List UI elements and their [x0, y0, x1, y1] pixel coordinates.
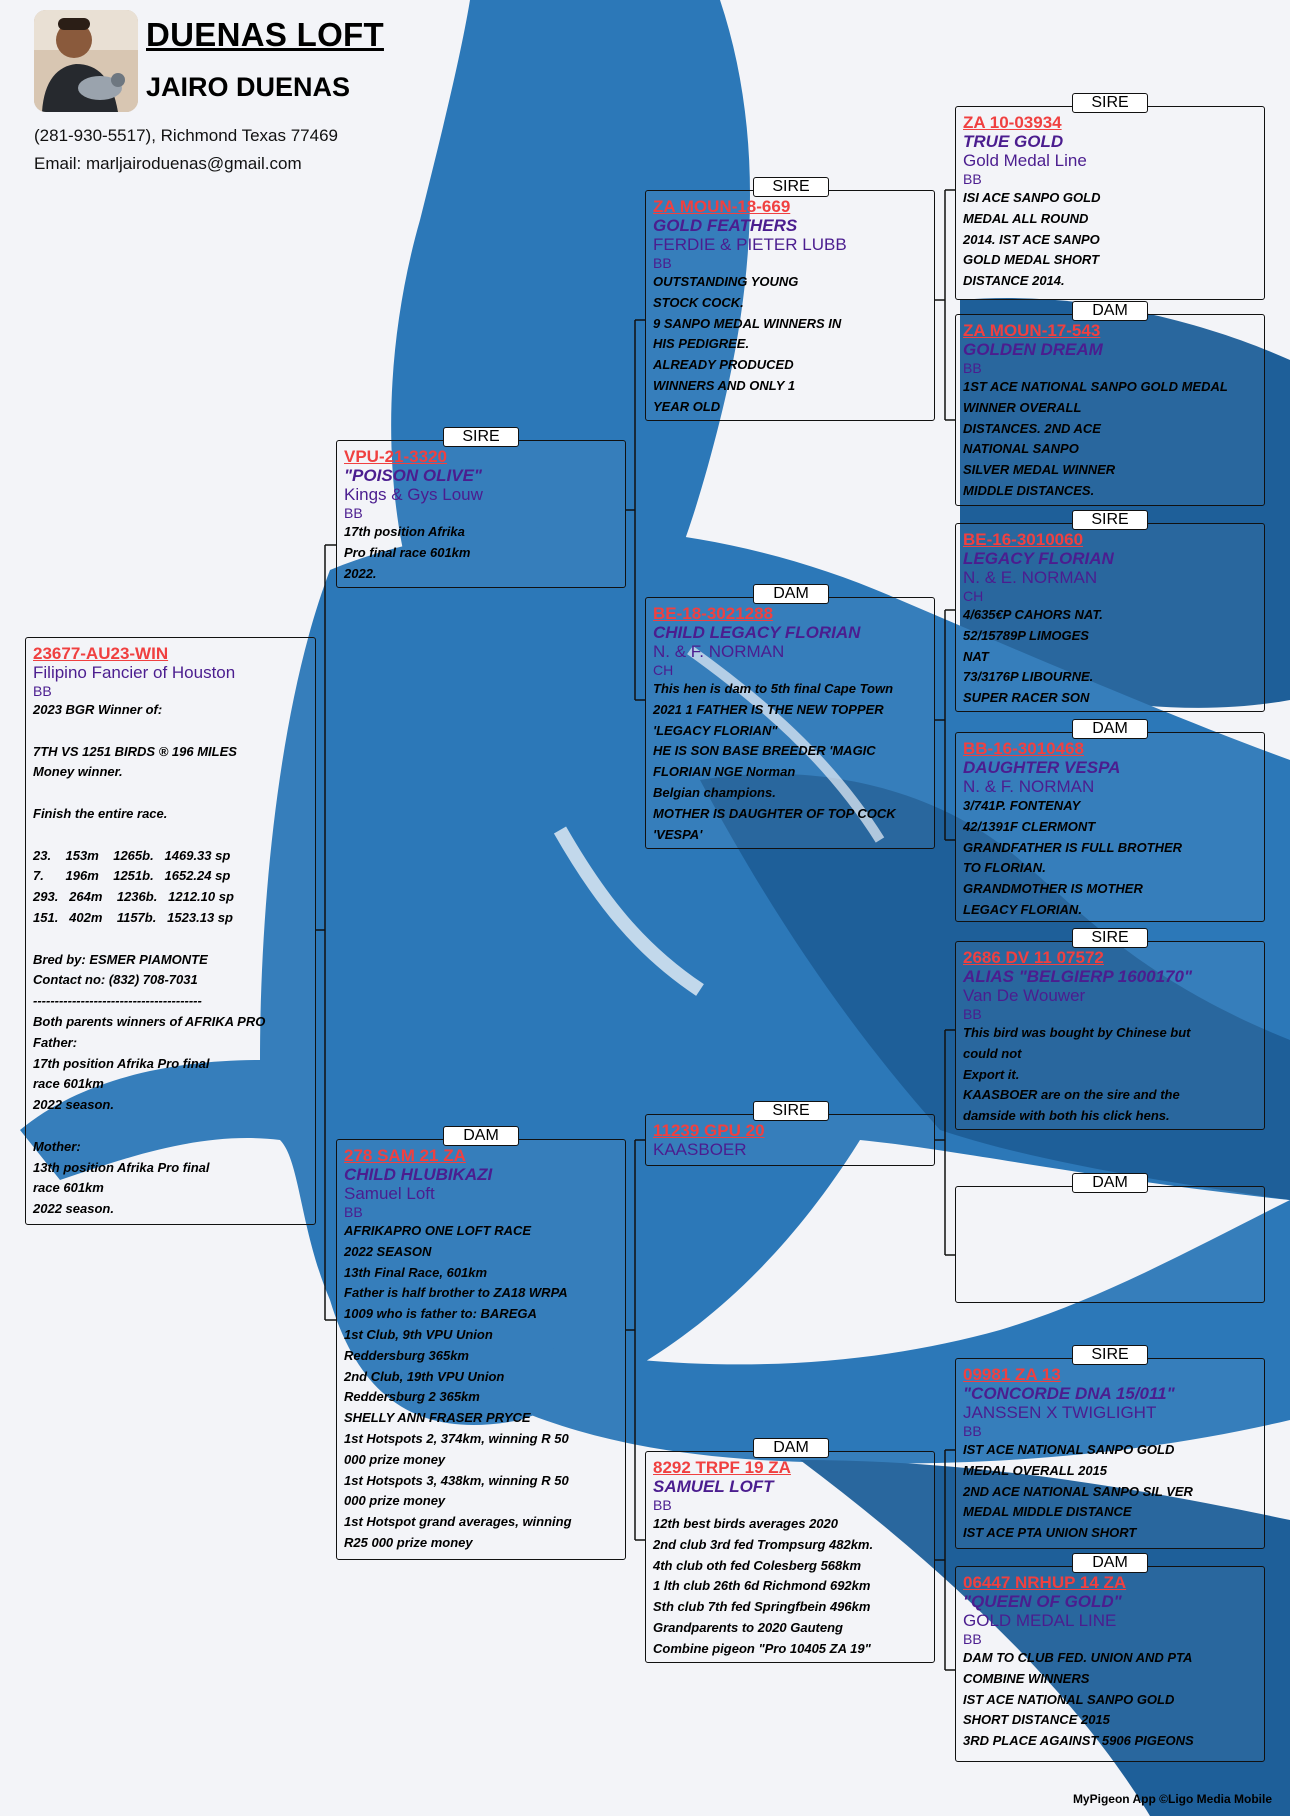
- breeder-name: JANSSEN X TWIGLIGHT: [963, 1403, 1157, 1422]
- dam-sire-dam-card[interactable]: [955, 1186, 1265, 1303]
- sire-card[interactable]: [336, 440, 626, 588]
- dsd-tag: DAM: [1072, 1173, 1148, 1193]
- sds-tag: SIRE: [1072, 510, 1148, 530]
- bird-name: TRUE GOLD: [963, 132, 1064, 151]
- bird-color: BB: [344, 505, 363, 521]
- ddd-tag: DAM: [1072, 1553, 1148, 1573]
- bird-notes: ISI ACE SANPO GOLD MEDAL ALL ROUND 2014. IST ACE SANPO GOLD MEDAL SHORT DISTANCE 2014.: [963, 190, 1101, 289]
- dds-tag: SIRE: [1072, 1345, 1148, 1365]
- bird-name: KAASBOER: [653, 1140, 747, 1159]
- sire-sire-tag: SIRE: [753, 177, 829, 197]
- loft-name: DUENAS LOFT: [146, 16, 384, 53]
- bird-color: BB: [33, 683, 52, 699]
- bird-notes: 17th position Afrika Pro final race 601km 2022.: [344, 524, 471, 581]
- avatar: [34, 10, 138, 112]
- subject-bird-card[interactable]: [25, 637, 316, 1225]
- bird-notes: 3/741P. FONTENAY 42/1391F CLERMONT GRANDFATHER IS FULL BROTHER TO FLORIAN. GRANDMOTHER IS MOTHER LEGACY FLORIAN.: [963, 798, 1183, 917]
- dam-dam-tag: DAM: [753, 1438, 829, 1458]
- dam-dam-sire-card[interactable]: [955, 1358, 1265, 1549]
- bird-color: BB: [963, 1631, 982, 1647]
- breeder-name: GOLD MEDAL LINE: [963, 1611, 1117, 1630]
- bird-notes: 1ST ACE NATIONAL SANPO GOLD MEDAL WINNER OVERALL DISTANCES. 2ND ACE NATIONAL SANPO SILVER MEDAL WINNER MIDDLE DISTANCES.: [963, 379, 1228, 498]
- bird-name: "QUEEN OF GOLD": [963, 1592, 1122, 1611]
- ring-number: 06447 NRHUP 14 ZA: [963, 1573, 1127, 1592]
- bird-notes: AFRIKAPRO ONE LOFT RACE 2022 SEASON 13th Final Race, 601km Father is half brother to ZA18 WRPA 1009 who is father to: BAREGA 1st Club, 9th VPU Union Reddersburg 365km 2nd Club, 19th VPU Union Reddersburg 2 365km SHELLY ANN FRASER PRYCE 1st Hotspots 2, 374km, winning R 50 000 prize money 1st Hotspots 3, 438km, winning R 50 000 prize money 1st Hotspot grand averages, winning R25 000 prize money: [344, 1223, 572, 1550]
- bird-color: BB: [653, 255, 672, 271]
- ring-number: ZA 10-03934: [963, 113, 1062, 132]
- sire-dam-sire-card[interactable]: [955, 523, 1265, 712]
- owner-name: JAIRO DUENAS: [146, 72, 351, 102]
- bird-color: CH: [963, 588, 984, 604]
- ring-number: 278 SAM 21 ZA: [344, 1146, 466, 1165]
- ring-number: 8292 TRPF 19 ZA: [653, 1458, 791, 1477]
- breeder-name: Gold Medal Line: [963, 151, 1087, 170]
- sdd-tag: DAM: [1072, 719, 1148, 739]
- dam-tag: DAM: [443, 1126, 519, 1146]
- bird-color: BB: [963, 171, 982, 187]
- breeder-name: Kings & Gys Louw: [344, 485, 483, 504]
- bird-name: DAUGHTER VESPA: [963, 758, 1121, 777]
- dam-card[interactable]: [336, 1139, 626, 1560]
- ring-number: ZA MOUN-17-543: [963, 321, 1101, 340]
- sire-dam-tag: DAM: [753, 584, 829, 604]
- sire-dam-card[interactable]: [645, 597, 935, 849]
- bird-color: BB: [653, 1497, 672, 1513]
- ring-number: 09981 ZA 13: [963, 1365, 1061, 1384]
- breeder-name: Van De Wouwer: [963, 986, 1086, 1005]
- bird-name: SAMUEL LOFT: [653, 1477, 774, 1496]
- sire-sire-dam-card[interactable]: [955, 314, 1265, 506]
- bird-name: ALIAS "BELGIERP 1600170": [963, 967, 1193, 986]
- phone-location: (281-930-5517), Richmond Texas 77469: [34, 126, 338, 145]
- breeder-name: FERDIE & PIETER LUBB: [653, 235, 847, 254]
- bird-name: GOLD FEATHERS: [653, 216, 798, 235]
- bird-notes: DAM TO CLUB FED. UNION AND PTA COMBINE WINNERS IST ACE NATIONAL SANPO GOLD SHORT DISTANCE 2015 3RD PLACE AGAINST 5906 PIGEONS: [963, 1650, 1194, 1749]
- dam-dam-card[interactable]: [645, 1451, 935, 1663]
- ring-number: BE-16-3010060: [963, 530, 1084, 549]
- ssd-tag: DAM: [1072, 301, 1148, 321]
- bird-color: BB: [344, 1204, 363, 1220]
- dam-sire-tag: SIRE: [753, 1101, 829, 1121]
- email: Email: marljairoduenas@gmail.com: [34, 154, 302, 173]
- bird-color: BB: [963, 1423, 982, 1439]
- ring-number: VPU-21-3320: [344, 447, 448, 466]
- contact-info: [34, 122, 338, 178]
- bird-color: CH: [653, 662, 674, 678]
- ring-number: 23677-AU23-WIN: [33, 644, 169, 663]
- bird-notes: 12th best birds averages 2020 2nd club 3rd fed Trompsurg 482km. 4th club oth fed Colesberg 568km 1 lth club 26th 6d Richmond 692km Sth club 7th fed Springfbein 496km Grandparents to 2020 Gauteng Combine pigeon "Pro 10405 ZA 19": [653, 1516, 874, 1656]
- app-credit: MyPigeon App ©Ligo Media Mobile: [1072, 1792, 1272, 1806]
- bird-name: GOLDEN DREAM: [963, 340, 1103, 359]
- breeder-name: N. & E. NORMAN: [963, 568, 1098, 587]
- bird-color: BB: [963, 360, 982, 376]
- ring-number: ZA MOUN-18-669: [653, 197, 791, 216]
- dam-sire-sire-card[interactable]: [955, 941, 1265, 1130]
- sire-sire-sire-card[interactable]: [955, 106, 1265, 300]
- breeder-name: N. & F. NORMAN: [963, 777, 1095, 796]
- bird-name: CHILD LEGACY FLORIAN: [653, 623, 861, 642]
- ring-number: 11239 GPU 20: [653, 1121, 765, 1140]
- dss-tag: SIRE: [1072, 928, 1148, 948]
- breeder-name: Samuel Loft: [344, 1184, 435, 1203]
- bird-notes: 2023 BGR Winner of: 7TH VS 1251 BIRDS ® 196 MILES Money winner. Finish the entire race. 23. 153m 1265b. 1469.33 sp 7. 196m 1251b. 1652.24 sp 293. 264m 1236b. 1212.10 sp 151. 402m 1157b. 1523.13 sp Bred by: ESMER PIAMONTE Contact no: (832) 708-7031 --------------------------------------- Both parents winners of AFRIKA PRO Father: 17th position Afrika Pro final race 601km 2022 season. Mother: 13th position Afrika Pro final race 601km 2022 season.: [33, 702, 266, 1217]
- dam-dam-dam-card[interactable]: [955, 1566, 1265, 1762]
- bird-name: Filipino Fancier of Houston: [33, 663, 236, 682]
- bird-name: "CONCORDE DNA 15/011": [963, 1384, 1175, 1403]
- sire-sire-card[interactable]: [645, 190, 935, 421]
- ring-number: 2686 DV 11 07572: [963, 948, 1104, 967]
- bird-name: CHILD HLUBIKAZI: [344, 1165, 493, 1184]
- bird-name: LEGACY FLORIAN: [963, 549, 1114, 568]
- bird-color: BB: [963, 1006, 982, 1022]
- bird-notes: 4/635€P CAHORS NAT. 52/15789P LIMOGES NAT 73/3176P LIBOURNE. SUPER RACER SON: [963, 607, 1103, 706]
- bird-notes: This hen is dam to 5th final Cape Town 2021 1 FATHER IS THE NEW TOPPER 'LEGACY FLORIAN" HE IS SON BASE BREEDER 'MAGIC FLORIAN NGE Norman Belgian champions. MOTHER IS DAUGHTER OF TOP COCK 'VESPA': [653, 681, 896, 842]
- sire-dam-dam-card[interactable]: [955, 732, 1265, 922]
- bird-notes: IST ACE NATIONAL SANPO GOLD MEDAL OVERALL 2015 2ND ACE NATIONAL SANPO SIL VER MEDAL MIDDLE DISTANCE IST ACE PTA UNION SHORT: [963, 1442, 1193, 1541]
- bird-name: "POISON OLIVE": [344, 466, 482, 485]
- sire-tag: SIRE: [443, 427, 519, 447]
- dam-sire-card[interactable]: [645, 1114, 935, 1166]
- bird-notes: This bird was bought by Chinese but could not Export it. KAASBOER are on the sire and the damside with both his click hens.: [963, 1025, 1191, 1124]
- ring-number: BE-18-3021288: [653, 604, 774, 623]
- sss-tag: SIRE: [1072, 93, 1148, 113]
- bird-notes: OUTSTANDING YOUNG STOCK COCK. 9 SANPO MEDAL WINNERS IN HIS PEDIGREE. ALREADY PRODUCED WINNERS AND ONLY 1 YEAR OLD: [653, 274, 842, 414]
- ring-number: BB-16-3010468: [963, 739, 1084, 758]
- breeder-name: N. & F. NORMAN: [653, 642, 785, 661]
